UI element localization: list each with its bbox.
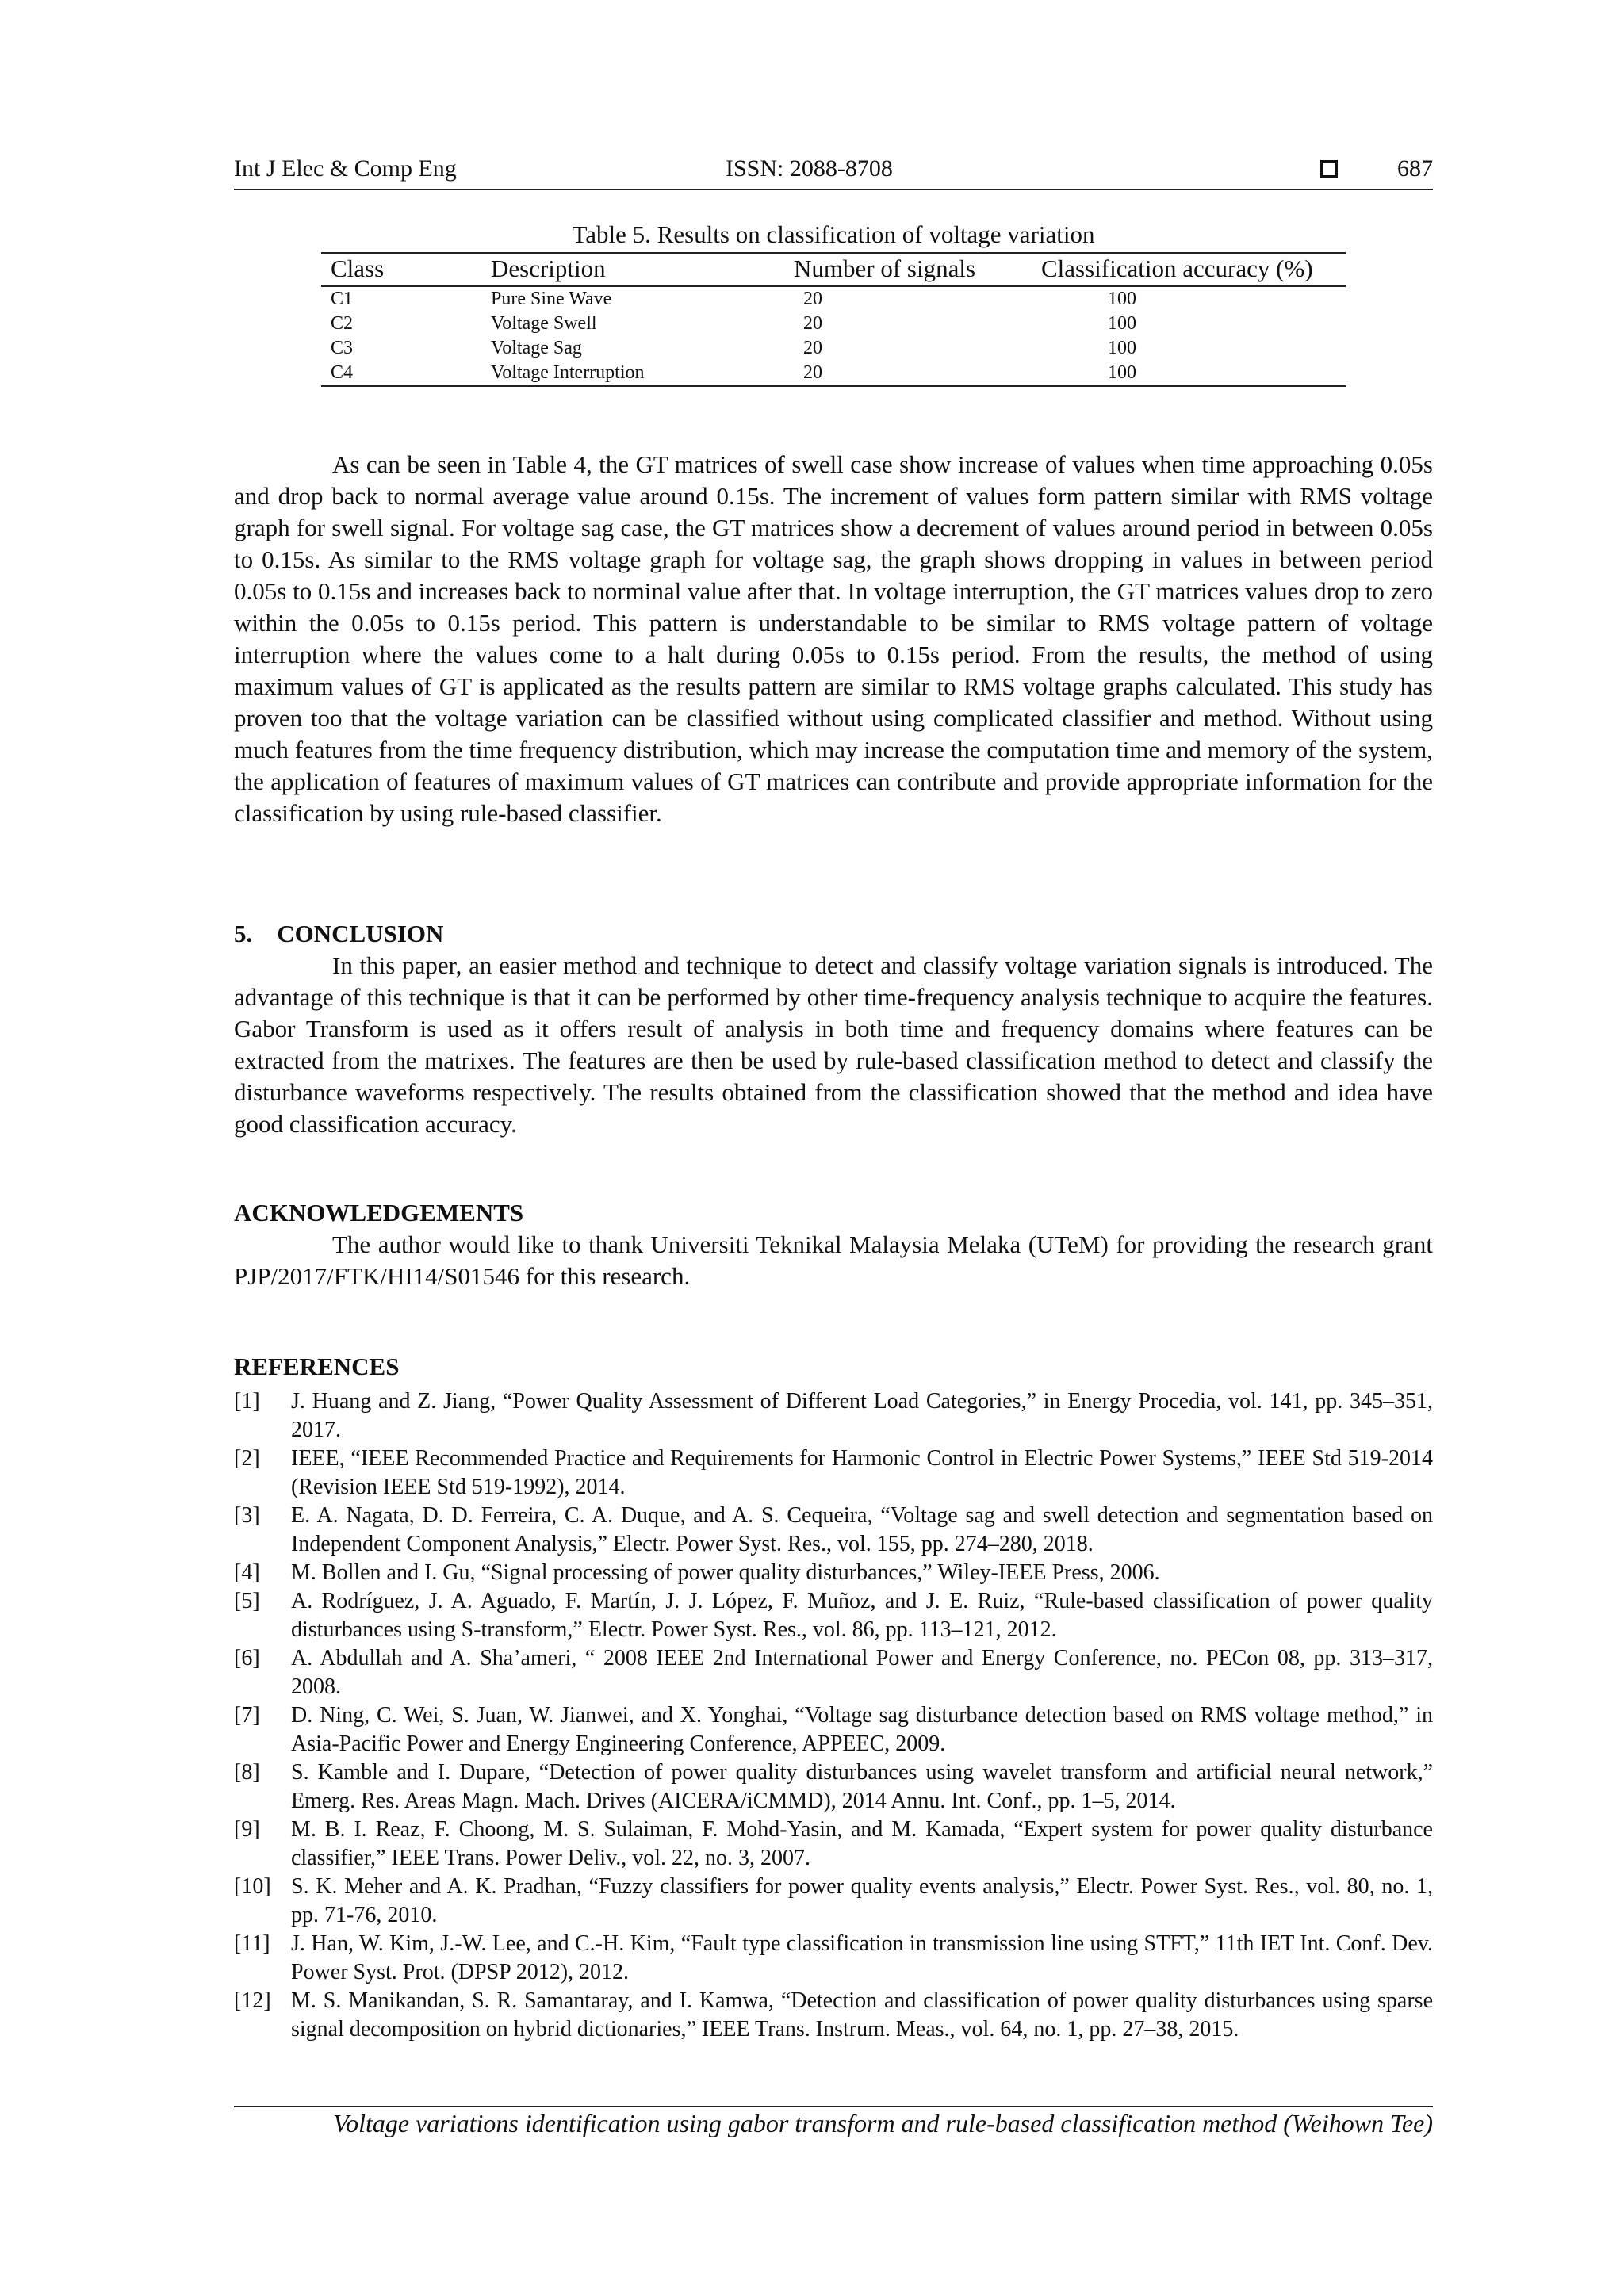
reference-number: [6] bbox=[234, 1646, 260, 1670]
discussion-paragraph: As can be seen in Table 4, the GT matrices of swell case show increase of values when time approaching 0.05s and drop back to normal average value around 0.15s. The increment of values form pattern similar with RMS voltage graph for swell signal. For voltage sag case, the GT matrices show a decrement of values around period in between 0.05s to 0.15s. As similar to the RMS voltage graph for voltage sag, the graph shows dropping in values in between period 0.05s to 0.15s and increases back to norminal value after that. In voltage interruption, the GT matrices values drop to zero within the 0.05s to 0.15s period. This pattern is understandable to be similar to RMS voltage pattern of voltage interruption where the values come to a halt during 0.05s to 0.15s period. From the results, the method of using maximum values of GT is applicated as the results pattern are similar to RMS voltage graphs calculated. This study has proven too that the voltage variation can be classified without using complicated classifier and method. Without using much features from the time frequency distribution, which may increase the computation time and memory of the system, the application of features of maximum values of GT matrices can contribute and provide appropriate information for the classification by using rule-based classifier. bbox=[234, 450, 1433, 827]
reference-number: [10] bbox=[234, 1874, 271, 1899]
table-cell: 100 bbox=[1108, 289, 1136, 309]
table-row bbox=[321, 286, 1346, 312]
reference-item bbox=[234, 1987, 1433, 2044]
issn-label: ISSN: 2088-8708 bbox=[726, 155, 893, 182]
reference-text: A. Rodríguez, J. A. Aguado, F. Martín, J. J. López, F. Muñoz, and J. E. Ruiz, “Rule-based classification of power quality disturbances using S-transform,” Electr. Power Syst. Res., vol. 86, pp. 113–121, 2012. bbox=[291, 1589, 1433, 1642]
table-cell: 100 bbox=[1108, 338, 1136, 358]
reference-number: [9] bbox=[234, 1817, 260, 1842]
table-cell: 100 bbox=[1108, 313, 1136, 334]
reference-number: [11] bbox=[234, 1931, 270, 1956]
reference-number: [8] bbox=[234, 1760, 260, 1785]
table-row bbox=[321, 361, 1346, 386]
reference-list bbox=[234, 1387, 1433, 2044]
reference-text: M. S. Manikandan, S. R. Samantaray, and I. Kamwa, “Detection and classification of power quality disturbances using sparse signal decomposition on hybrid dictionaries,” IEEE Trans. Instrum. Meas., vol. 64, no. 1, pp. 27–38, 2015. bbox=[291, 1988, 1433, 2042]
running-footer: Voltage variations identification using gabor transform and rule-based classification method (Weihown Tee) bbox=[333, 2109, 1433, 2137]
acknowledgements-heading: ACKNOWLEDGEMENTS bbox=[234, 1199, 524, 1226]
reference-text: J. Han, W. Kim, J.-W. Lee, and C.-H. Kim, “Fault type classification in transmission line using STFT,” 11th IET Int. Conf. Dev. Power Syst. Prot. (DPSP 2012), 2012. bbox=[291, 1931, 1433, 1984]
table-header-row bbox=[321, 253, 1346, 286]
table-cell: 20 bbox=[803, 313, 822, 334]
running-header bbox=[234, 155, 1433, 190]
journal-name: Int J Elec & Comp Eng bbox=[234, 155, 457, 182]
table-cell: 20 bbox=[803, 289, 822, 309]
table-cell: 20 bbox=[803, 338, 822, 358]
reference-number: [5] bbox=[234, 1589, 260, 1613]
references-heading: REFERENCES bbox=[234, 1353, 400, 1380]
reference-item bbox=[234, 1644, 1433, 1701]
reference-item bbox=[234, 1587, 1433, 1644]
reference-text: M. B. I. Reaz, F. Choong, M. S. Sulaiman, F. Mohd-Yasin, and M. Kamada, “Expert system for power quality disturbance classifier,” IEEE Trans. Power Deliv., vol. 22, no. 3, 2007. bbox=[291, 1817, 1433, 1870]
reference-number: [12] bbox=[234, 1988, 271, 2013]
table-cell: C2 bbox=[331, 313, 354, 334]
reference-number: [2] bbox=[234, 1446, 260, 1471]
footer-divider bbox=[234, 2106, 1433, 2107]
reference-text: E. A. Nagata, D. D. Ferreira, C. A. Duque, and A. S. Cequeira, “Voltage sag and swell detection and segmentation based on Independent Component Analysis,” Electr. Power Syst. Res., vol. 155, pp. 274–280, 2018. bbox=[291, 1503, 1433, 1556]
reference-item bbox=[234, 1930, 1433, 1987]
column-header: Class bbox=[321, 253, 481, 286]
reference-item bbox=[234, 1816, 1433, 1873]
conclusion-paragraph: In this paper, an easier method and technique to detect and classify voltage variation signals is introduced. The advantage of this technique is that it can be performed by other time-frequency analysis technique to acquire the features. Gabor Transform is used as it offers result of analysis in both time and frequency domains where features can be extracted from the matrixes. The features are then be used by rule-based classification method to detect and classify the disturbance waveforms respectively. The results obtained from the classification showed that the method and idea have good classification accuracy. bbox=[234, 951, 1433, 1138]
reference-number: [4] bbox=[234, 1560, 260, 1585]
reference-item bbox=[234, 1701, 1433, 1758]
reference-text: M. Bollen and I. Gu, “Signal processing of power quality disturbances,” Wiley-IEEE Press, 2006. bbox=[291, 1560, 1160, 1585]
table-row bbox=[321, 336, 1346, 361]
reference-number: [7] bbox=[234, 1703, 260, 1728]
reference-number: [1] bbox=[234, 1389, 260, 1414]
page-number: 687 bbox=[1397, 155, 1433, 182]
acknowledgements-paragraph: The author would like to thank Universiti Teknikal Malaysia Melaka (UTeM) for providing the research grant PJP/2017/FTK/HI14/S01546 for this research. bbox=[234, 1230, 1433, 1290]
table-cell: Voltage Sag bbox=[491, 338, 582, 358]
conclusion-heading: 5. CONCLUSION bbox=[234, 920, 444, 947]
results-table bbox=[321, 252, 1346, 387]
table-cell: Voltage Swell bbox=[491, 313, 597, 334]
table-cell: Voltage Interruption bbox=[481, 361, 784, 386]
reference-number: [3] bbox=[234, 1503, 260, 1528]
square-icon bbox=[1320, 160, 1338, 178]
table-caption: Table 5. Results on classification of voltage variation bbox=[572, 220, 1095, 248]
column-header: Description bbox=[481, 253, 784, 286]
table-cell: C4 bbox=[321, 361, 481, 386]
reference-text: D. Ning, C. Wei, S. Juan, W. Jianwei, and X. Yonghai, “Voltage sag disturbance detection based on RMS voltage method,” in Asia-Pacific Power and Energy Engineering Conference, APPEEC, 2009. bbox=[291, 1703, 1433, 1756]
reference-item bbox=[234, 1387, 1433, 1445]
table-cell: Pure Sine Wave bbox=[491, 289, 612, 309]
reference-text: S. Kamble and I. Dupare, “Detection of power quality disturbances using wavelet transform and artificial neural network,” Emerg. Res. Areas Magn. Mach. Drives (AICERA/iCMMD), 2014 Annu. Int. Conf., pp. 1–5, 2014. bbox=[291, 1760, 1433, 1813]
column-header: Classification accuracy (%) bbox=[1032, 253, 1346, 286]
reference-text: IEEE, “IEEE Recommended Practice and Requirements for Harmonic Control in Electric Power Systems,” IEEE Std 519-2014 (Revision IEEE Std 519-1992), 2014. bbox=[291, 1446, 1433, 1499]
table-cell: 100 bbox=[1032, 361, 1346, 386]
table-cell: C3 bbox=[331, 338, 354, 358]
reference-item bbox=[234, 1873, 1433, 1930]
reference-item bbox=[234, 1758, 1433, 1816]
column-header: Number of signals bbox=[784, 253, 1032, 286]
reference-text: S. K. Meher and A. K. Pradhan, “Fuzzy classifiers for power quality events analysis,” Electr. Power Syst. Res., vol. 80, no. 1, pp. 71-76, 2010. bbox=[291, 1874, 1433, 1927]
table-cell: C1 bbox=[331, 289, 354, 309]
reference-text: J. Huang and Z. Jiang, “Power Quality Assessment of Different Load Categories,” in Energy Procedia, vol. 141, pp. 345–351, 2017. bbox=[291, 1389, 1433, 1442]
table-cell: 20 bbox=[784, 361, 1032, 386]
reference-text: A. Abdullah and A. Sha’ameri, “ 2008 IEEE 2nd International Power and Energy Conference, no. PECon 08, pp. 313–317, 2008. bbox=[291, 1646, 1433, 1699]
table-row bbox=[321, 312, 1346, 336]
reference-item bbox=[234, 1559, 1433, 1587]
reference-item bbox=[234, 1445, 1433, 1502]
reference-item bbox=[234, 1502, 1433, 1559]
